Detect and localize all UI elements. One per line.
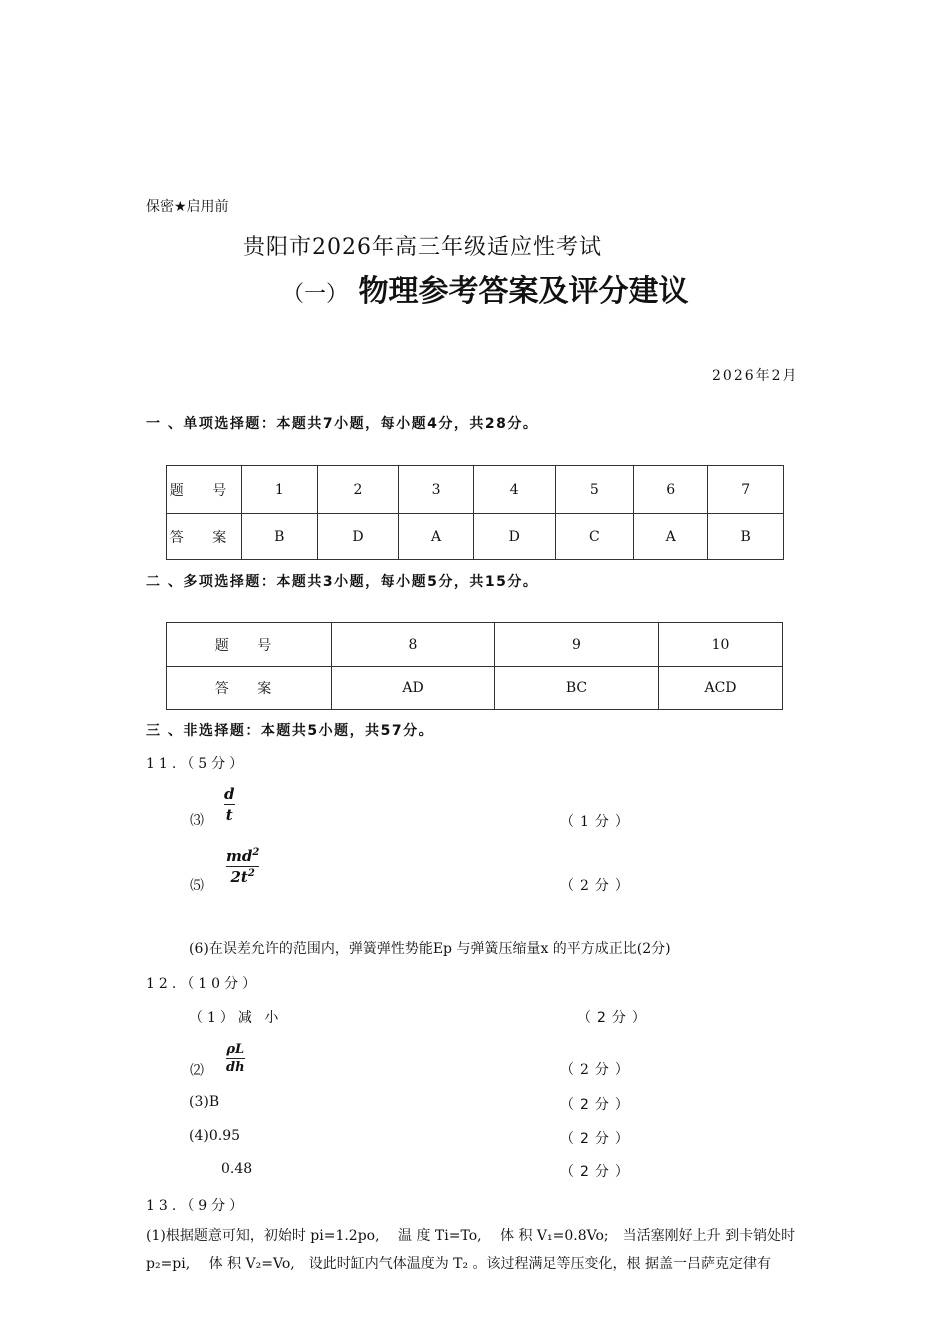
- question-number: 10: [659, 623, 783, 667]
- q12-item2-formula: [226, 1038, 245, 1075]
- q11-item5-formula: [226, 846, 259, 886]
- question-number: 3: [399, 466, 473, 514]
- answer-cell: C: [555, 514, 633, 560]
- formula-denominator: 2t: [230, 868, 248, 886]
- formula-denominator: t: [225, 806, 233, 824]
- q12-item1: （1）减 小: [189, 1010, 283, 1026]
- q13-paragraph: (1)根据题意可知，初始时 pi=1.2po, 温 度 Ti=To, 体 积 V₁=0.8Vo; 当活塞刚好上升 到卡销处时 p₂=pi, 体 积 V₂=Vo, 设此时缸内气体温度为 T₂ 。该过程满足等压变化，根 据盖一吕萨克定律有: [146, 1228, 796, 1272]
- exam-date: 2026年2月: [712, 368, 799, 384]
- answer-cell: A: [633, 514, 707, 560]
- confidential-label: 保密★启用前: [146, 199, 229, 215]
- row-label-number: 题 号: [167, 466, 242, 514]
- formula-numerator: md: [226, 847, 253, 865]
- q11-item5-label: ⑸: [190, 878, 204, 894]
- exam-title: 贵阳市2026年高三年级适应性考试: [243, 235, 602, 260]
- row-label-answer: 答 案: [167, 514, 242, 560]
- row-label-number: 题 号: [167, 623, 332, 667]
- row-label-answer: 答 案: [167, 667, 332, 710]
- q11-item6: (6)在误差允许的范围内，弹簧弹性势能Ep 与弹簧压缩量x 的平方成正比(2分): [189, 941, 671, 957]
- q12-item4b-score: （2分）: [560, 1164, 635, 1180]
- answer-cell: A: [399, 514, 473, 560]
- question-number: 5: [555, 466, 633, 514]
- answer-cell: B: [708, 514, 784, 560]
- q12-item4: (4)0.95: [189, 1128, 241, 1144]
- answer-cell: AD: [332, 667, 495, 710]
- formula-exponent: 2: [252, 847, 260, 858]
- single-choice-table: [166, 465, 784, 560]
- question-number: 2: [317, 466, 399, 514]
- answer-cell: B: [242, 514, 318, 560]
- question-number: 9: [495, 623, 659, 667]
- formula-denominator: dh: [226, 1060, 245, 1075]
- answer-title: [282, 270, 722, 317]
- q11-item3-formula: [224, 784, 235, 824]
- q11-header: 11.（5分）: [146, 756, 248, 772]
- question-number: 7: [708, 466, 784, 514]
- question-number: 8: [332, 623, 495, 667]
- q12-item2-score: （2分）: [560, 1062, 635, 1078]
- multi-choice-table: [166, 622, 783, 710]
- q12-item1-score: （2分）: [577, 1010, 652, 1026]
- title-main: 物理参考答案及评分建议: [358, 274, 689, 309]
- question-number: 4: [473, 466, 555, 514]
- title-paren: （一）: [282, 282, 349, 307]
- answer-cell: ACD: [659, 667, 783, 710]
- q12-header: 12.（10分）: [146, 976, 261, 992]
- q12-item4-score: （2分）: [560, 1131, 635, 1147]
- q12-item3-score: （2分）: [560, 1097, 635, 1113]
- formula-numerator: ρL: [226, 1042, 245, 1057]
- question-number: 6: [633, 466, 707, 514]
- q13-header: 13.（9分）: [146, 1198, 248, 1214]
- q12-item4b: 0.48: [221, 1161, 253, 1177]
- question-number: 1: [242, 466, 318, 514]
- q12-item3: (3)B: [189, 1094, 220, 1110]
- q11-item5-score: （2分）: [560, 878, 635, 894]
- q11-item3-score: （1分）: [560, 814, 635, 830]
- formula-exponent: 2: [247, 868, 255, 879]
- answer-cell: D: [317, 514, 399, 560]
- section-1-heading: 一 、单项选择题：本题共7小题，每小题4分，共28分。: [146, 416, 539, 432]
- formula-numerator: d: [224, 785, 235, 803]
- answer-cell: D: [473, 514, 555, 560]
- q12-item2-label: ⑵: [190, 1063, 204, 1079]
- answer-cell: BC: [495, 667, 659, 710]
- q11-item3-label: ⑶: [190, 813, 204, 829]
- section-3-heading: 三 、非选择题：本题共5小题，共57分。: [146, 723, 435, 739]
- section-2-heading: 二 、多项选择题：本题共3小题，每小题5分，共15分。: [146, 574, 539, 590]
